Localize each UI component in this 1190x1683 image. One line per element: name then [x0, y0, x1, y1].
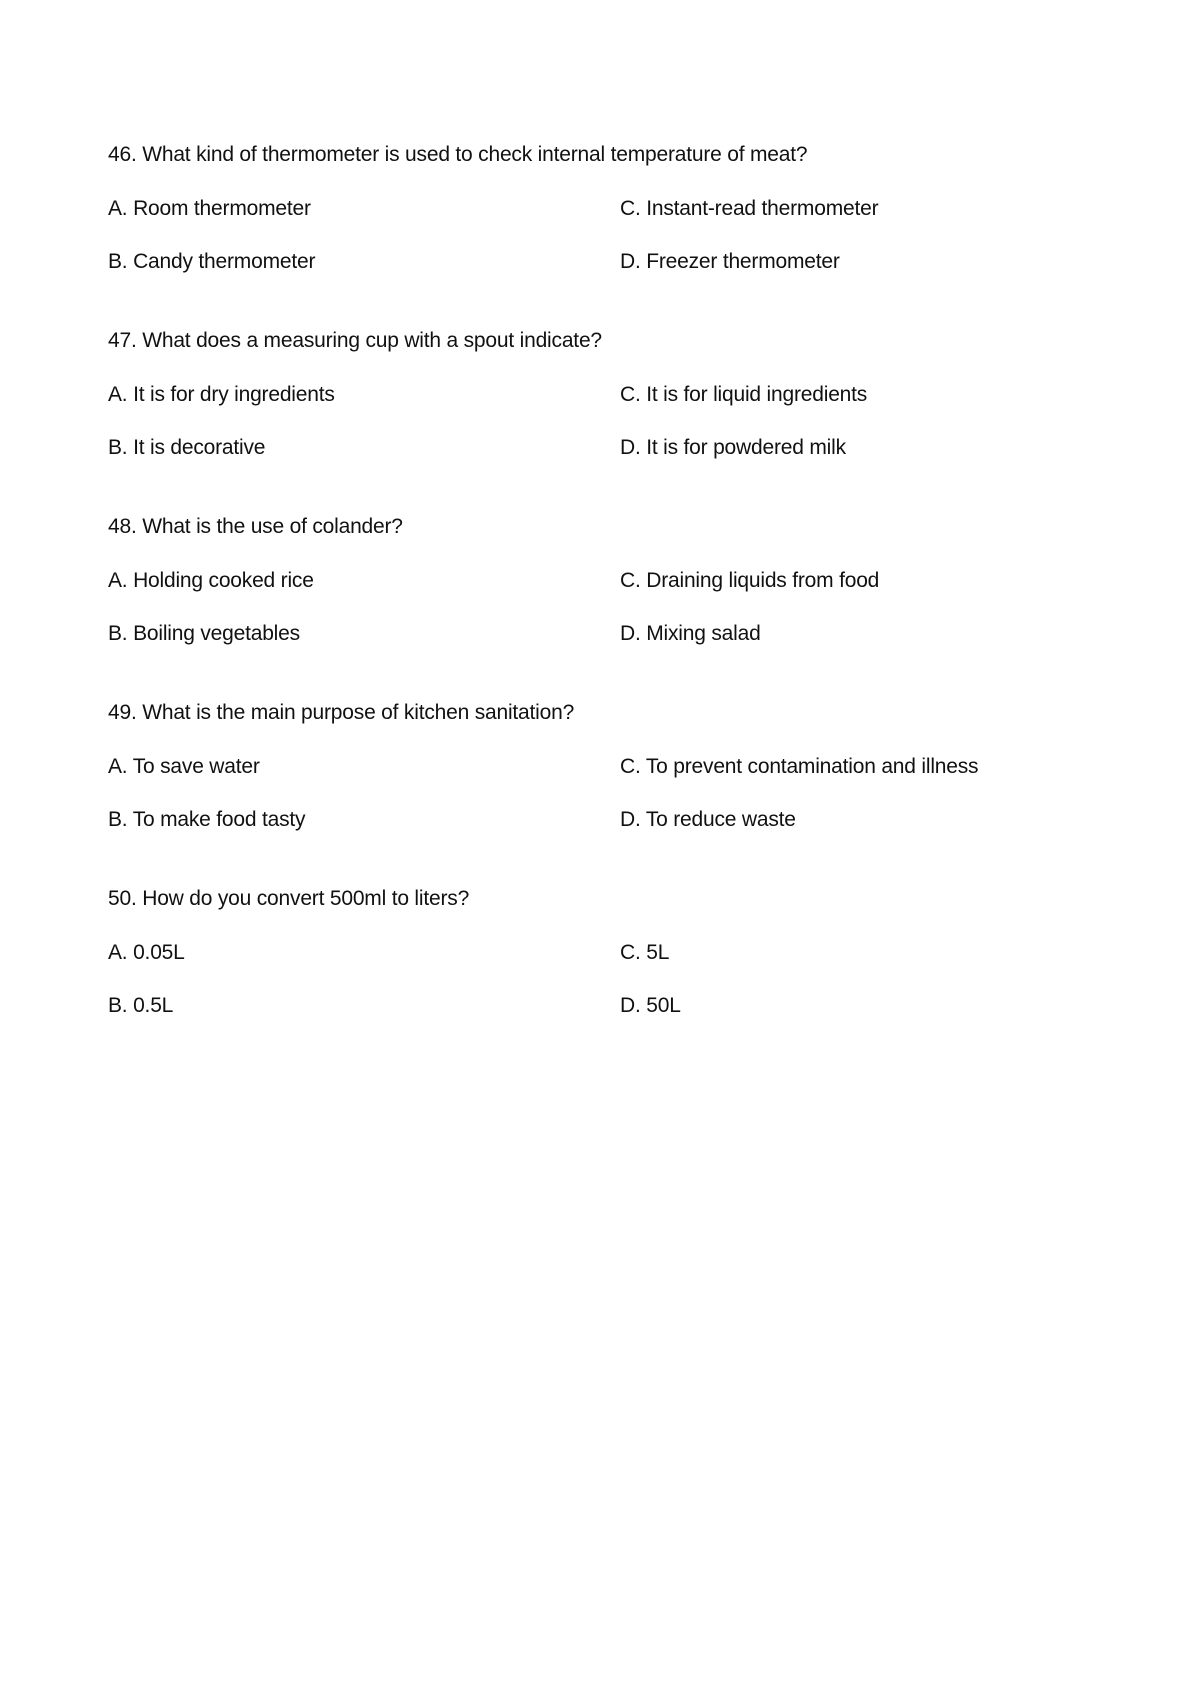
- option-a: A. To save water: [108, 755, 260, 778]
- option-b: B. Candy thermometer: [108, 250, 316, 273]
- option-d: D. Freezer thermometer: [620, 250, 840, 273]
- option-c: C. To prevent contamination and illness: [620, 755, 979, 778]
- answer-options: [108, 752, 1108, 858]
- option-b: B. 0.5L: [108, 994, 174, 1017]
- question-list: [108, 140, 1108, 1070]
- option-b: B. It is decorative: [108, 436, 266, 459]
- option-c: C. 5L: [620, 941, 670, 964]
- option-d: D. To reduce waste: [620, 808, 796, 831]
- question-48: [108, 512, 1108, 698]
- question-text: 46. What kind of thermometer is used to check internal temperature of meat?: [108, 143, 808, 166]
- option-b: B. To make food tasty: [108, 808, 306, 831]
- option-b: B. Boiling vegetables: [108, 622, 300, 645]
- answer-options: [108, 566, 1108, 672]
- option-a: A. It is for dry ingredients: [108, 383, 335, 406]
- question-46: [108, 140, 1108, 326]
- question-text: 47. What does a measuring cup with a spout indicate?: [108, 329, 602, 352]
- option-d: D. Mixing salad: [620, 622, 761, 645]
- question-49: [108, 698, 1108, 884]
- option-d: D. It is for powdered milk: [620, 436, 846, 459]
- question-text: 50. How do you convert 500ml to liters?: [108, 887, 470, 910]
- answer-options: [108, 938, 1108, 1044]
- question-47: [108, 326, 1108, 512]
- option-d: D. 50L: [620, 994, 681, 1017]
- answer-options: [108, 380, 1108, 486]
- option-c: C. It is for liquid ingredients: [620, 383, 868, 406]
- option-c: C. Instant-read thermometer: [620, 197, 879, 220]
- question-text: 48. What is the use of colander?: [108, 515, 403, 538]
- option-a: A. 0.05L: [108, 941, 185, 964]
- option-a: A. Holding cooked rice: [108, 569, 314, 592]
- question-text: 49. What is the main purpose of kitchen sanitation?: [108, 701, 575, 724]
- question-50: [108, 884, 1108, 1070]
- option-a: A. Room thermometer: [108, 197, 311, 220]
- option-c: C. Draining liquids from food: [620, 569, 880, 592]
- answer-options: [108, 194, 1108, 300]
